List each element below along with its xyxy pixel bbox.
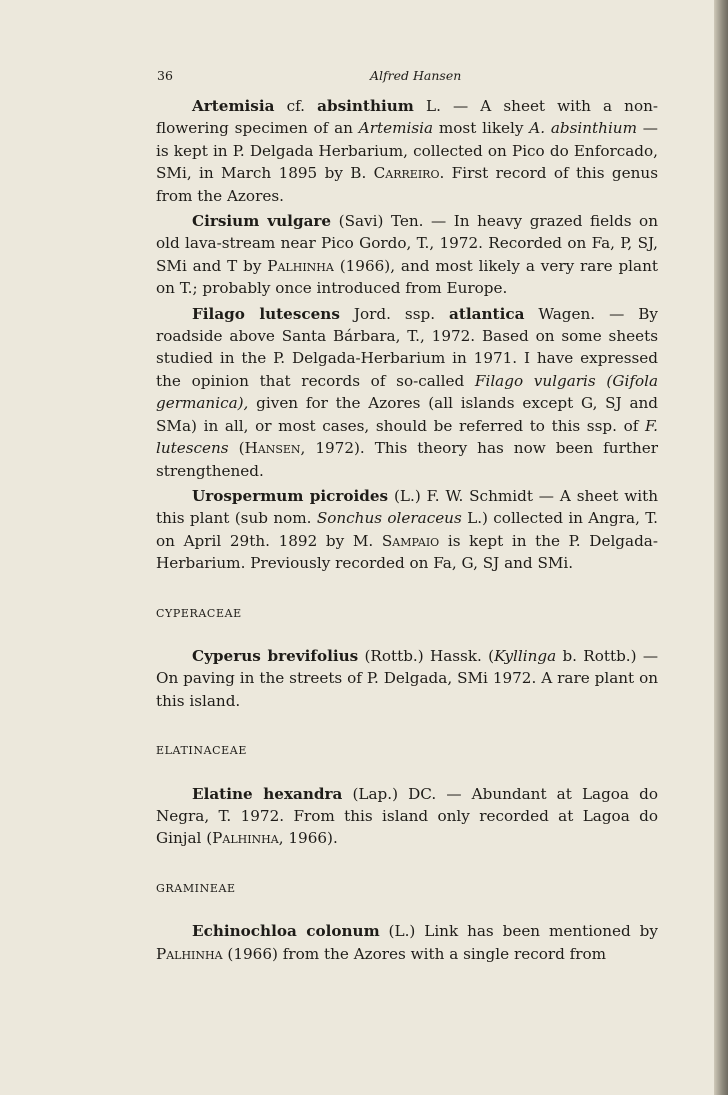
- species-name: Urospermum picroides: [192, 486, 389, 505]
- page-content: [156, 95, 658, 965]
- italic-name: F. lutescens: [156, 416, 658, 458]
- italic-name: A. absinthium: [529, 119, 637, 138]
- author-name: Palhinha: [267, 256, 334, 275]
- text-run: L.) collected in Angra, T. on April 29th. 1892 by M.: [156, 509, 658, 550]
- author-name: Palhinha: [212, 829, 279, 848]
- text-run: L. — A sheet with a non-flowering specimen of an: [156, 97, 658, 138]
- entry-urospermum: [156, 485, 658, 575]
- running-head: Alfred Hansen: [370, 68, 462, 83]
- page-header: [157, 68, 657, 88]
- text-run: , 1966).: [278, 829, 338, 848]
- species-name: Filago lutescens: [192, 304, 340, 323]
- text-run: Jord. ssp.: [339, 304, 450, 323]
- text-run: (L.) Link has been mentioned by: [379, 922, 658, 941]
- text-run: b. Rottb.) — On paving in the streets of P. Delgada, SMi 1972. A rare plant on this island.: [156, 646, 659, 710]
- family-heading-cyperaceae: CYPERACEAE: [156, 606, 242, 620]
- species-name: Echinochloa colonum: [192, 922, 380, 941]
- entry-filago: [156, 303, 658, 482]
- author-name: Sampaio: [381, 531, 440, 550]
- species-name: Cirsium vulgare: [192, 212, 332, 231]
- entry-echinochloa: [156, 920, 658, 965]
- italic-name: Kyllinga: [494, 646, 557, 665]
- entry-cirsium: [156, 210, 658, 300]
- text-run: , 1972). This theory has now been further strengthened.: [156, 439, 658, 480]
- entry-elatine: [156, 783, 658, 850]
- italic-name: Artemisia: [358, 119, 434, 138]
- text-run: (L.) F. W. Schmidt — A sheet with this plant (sub nom.: [156, 486, 658, 528]
- family-heading-elatinaceae: ELATINACEAE: [156, 744, 247, 758]
- text-run: Wagen. — By roadside above Santa Bárbara, T., 1972. Based on some sheets studied in the P. Delgada-Herbarium in 1971. I have expressed the opinion that records of so-called: [156, 304, 658, 390]
- book-spine-shadow: [714, 0, 728, 1095]
- species-name: Elatine hexandra: [192, 784, 343, 803]
- text-run: most likely: [433, 119, 530, 138]
- text-run: (Lap.) DC. — Abundant at Lagoa do Negra, T. 1972. From this island only recorded at Lagoa do Ginjal (: [156, 784, 658, 848]
- italic-name: Sonchus oleraceus: [316, 509, 462, 528]
- text-run: . First record of this genus from the Azores.: [156, 164, 658, 205]
- text-run: (1966) from the Azores with a single record from: [222, 944, 607, 963]
- text-run: (Rottb.) Hassk. (: [358, 646, 495, 665]
- family-heading-gramineae: GRAMINEAE: [156, 881, 236, 895]
- text-run: cf.: [274, 97, 318, 115]
- author-name: Palhinha: [156, 944, 223, 963]
- text-run: — is kept in P. Delgada Herbarium, collected on Pico do Enforcado, SMi, in March 1895 by B.: [156, 119, 658, 183]
- species-name: Artemisia: [192, 97, 275, 115]
- author-name: Carreiro: [373, 164, 440, 183]
- text-run: (: [228, 439, 245, 458]
- entry-cyperus: [156, 645, 658, 712]
- species-name: Cyperus brevifolius: [192, 646, 359, 665]
- text-run: (Savi) Ten. — In heavy grazed fields on old lava-stream near Pico Gordo, T., 1972. Recorded on Fa, P, SJ, SMi and T by: [156, 212, 658, 275]
- entry-artemisia: [156, 95, 658, 207]
- species-name: atlantica: [449, 304, 525, 323]
- text-run: is kept in the P. Delgada-Herbarium. Previously recorded on Fa, G, SJ and SMi.: [156, 531, 658, 573]
- page-number: 36: [157, 68, 173, 83]
- species-name: absinthium: [317, 97, 414, 115]
- author-name: Hansen: [244, 439, 301, 458]
- text-run: given for the Azores (all islands except G, SJ and SMa) in all, or most cases, should be referred to this ssp. of: [156, 394, 658, 435]
- italic-name: Filago vulgaris (Gifola germanica),: [156, 371, 658, 413]
- text-run: (1966), and most likely a very rare plant on T.; probably once introduced from Europe.: [156, 256, 658, 298]
